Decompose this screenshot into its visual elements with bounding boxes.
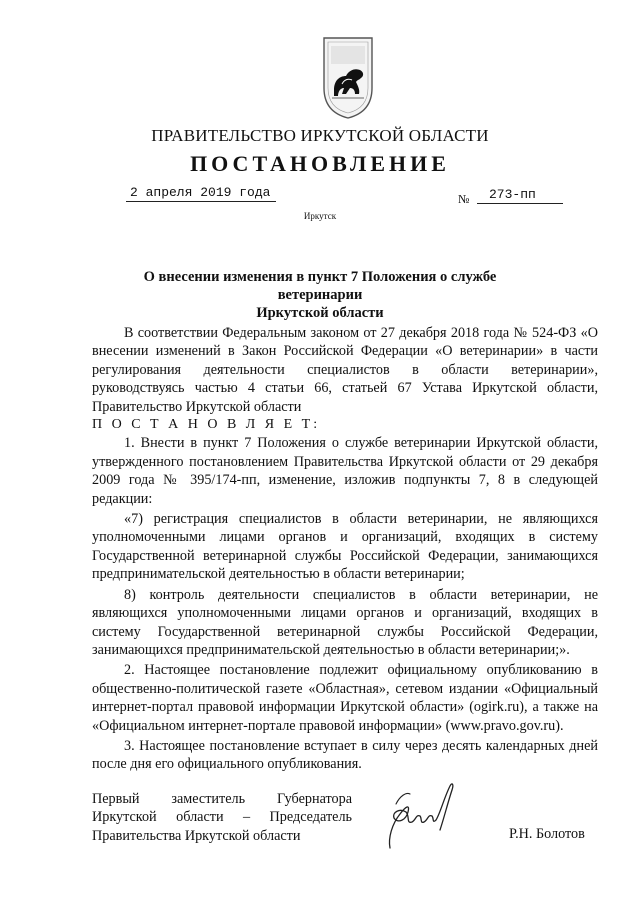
coat-of-arms-emblem: [322, 36, 374, 120]
position-line: Иркутской области – Председатель: [92, 809, 352, 826]
number-label: №: [458, 192, 470, 206]
handwritten-signature: [370, 778, 460, 850]
document-title: [100, 268, 540, 322]
position-line: Правительства Иркутской области: [92, 827, 301, 844]
government-name: ПРАВИТЕЛЬСТВО ИРКУТСКОЙ ОБЛАСТИ: [151, 126, 489, 145]
title-line: Иркутской области: [256, 305, 384, 321]
document-number: 273-пп: [477, 187, 563, 204]
document-type: ПОСТАНОВЛЕНИЕ: [190, 151, 450, 176]
city: Иркутск: [303, 211, 337, 221]
signatory-position: [92, 790, 352, 845]
preamble-paragraph: В соответствии Федеральным законом от 27 декабря 2018 года № 524-ФЗ «О внесении изменений в Закон Российской Федерации «О ветеринарии» в части регулирования деятельности специалистов в области ветеринарии», руководствуясь частью 4 статьи 66, статьей 67 Устава Иркутской области, Правительство Иркутской области: [92, 325, 598, 415]
subitem-8-paragraph: 8) контроль деятельности специалистов в области ветеринарии, не являющихся уполномоченными лицами органов и организаций, входящих в систему Государственной ветеринарной службы Российской Федерации, занимающихся предпринимательской деятельностью в области ветеринарии;».: [92, 586, 598, 658]
signatory-name: Р.Н. Болотов: [509, 826, 585, 842]
decides-heading: П О С Т А Н О В Л Я Е Т:: [92, 417, 321, 433]
document-body: [92, 324, 598, 774]
document-date: 2 апреля 2019 года: [126, 185, 276, 202]
position-line: Первый заместитель Губернатора: [92, 791, 352, 807]
item-2-paragraph: 2. Настоящее постановление подлежит официальному опубликованию в общественно-политической газете «Областная», сетевом издании «Официальный интернет-портал правовой информации Иркутской области» (ogirk.ru), а также на «Официальном интернет-портале правовой информации» (www.pravo.gov.ru).: [92, 662, 598, 734]
subitem-7-paragraph: «7) регистрация специалистов в области ветеринарии, не являющихся уполномоченными лицами органов и организаций, входящих в систему Государственной ветеринарной службы Российской Федерации, занимающихся предпринимательской деятельностью в области ветеринарии;: [92, 511, 598, 583]
item-3-paragraph: 3. Настоящее постановление вступает в силу через десять календарных дней после дня его официального опубликования.: [92, 737, 598, 773]
item-1-paragraph: 1. Внести в пункт 7 Положения о службе ветеринарии Иркутской области, утвержденного постановлением Правительства Иркутской области от 29 декабря 2009 года № 395/174-пп, изменение, изложив подпункты 7, 8 в следующей редакции:: [92, 435, 598, 507]
title-line: О внесении изменения в пункт 7 Положения о службе ветеринарии: [143, 269, 497, 303]
